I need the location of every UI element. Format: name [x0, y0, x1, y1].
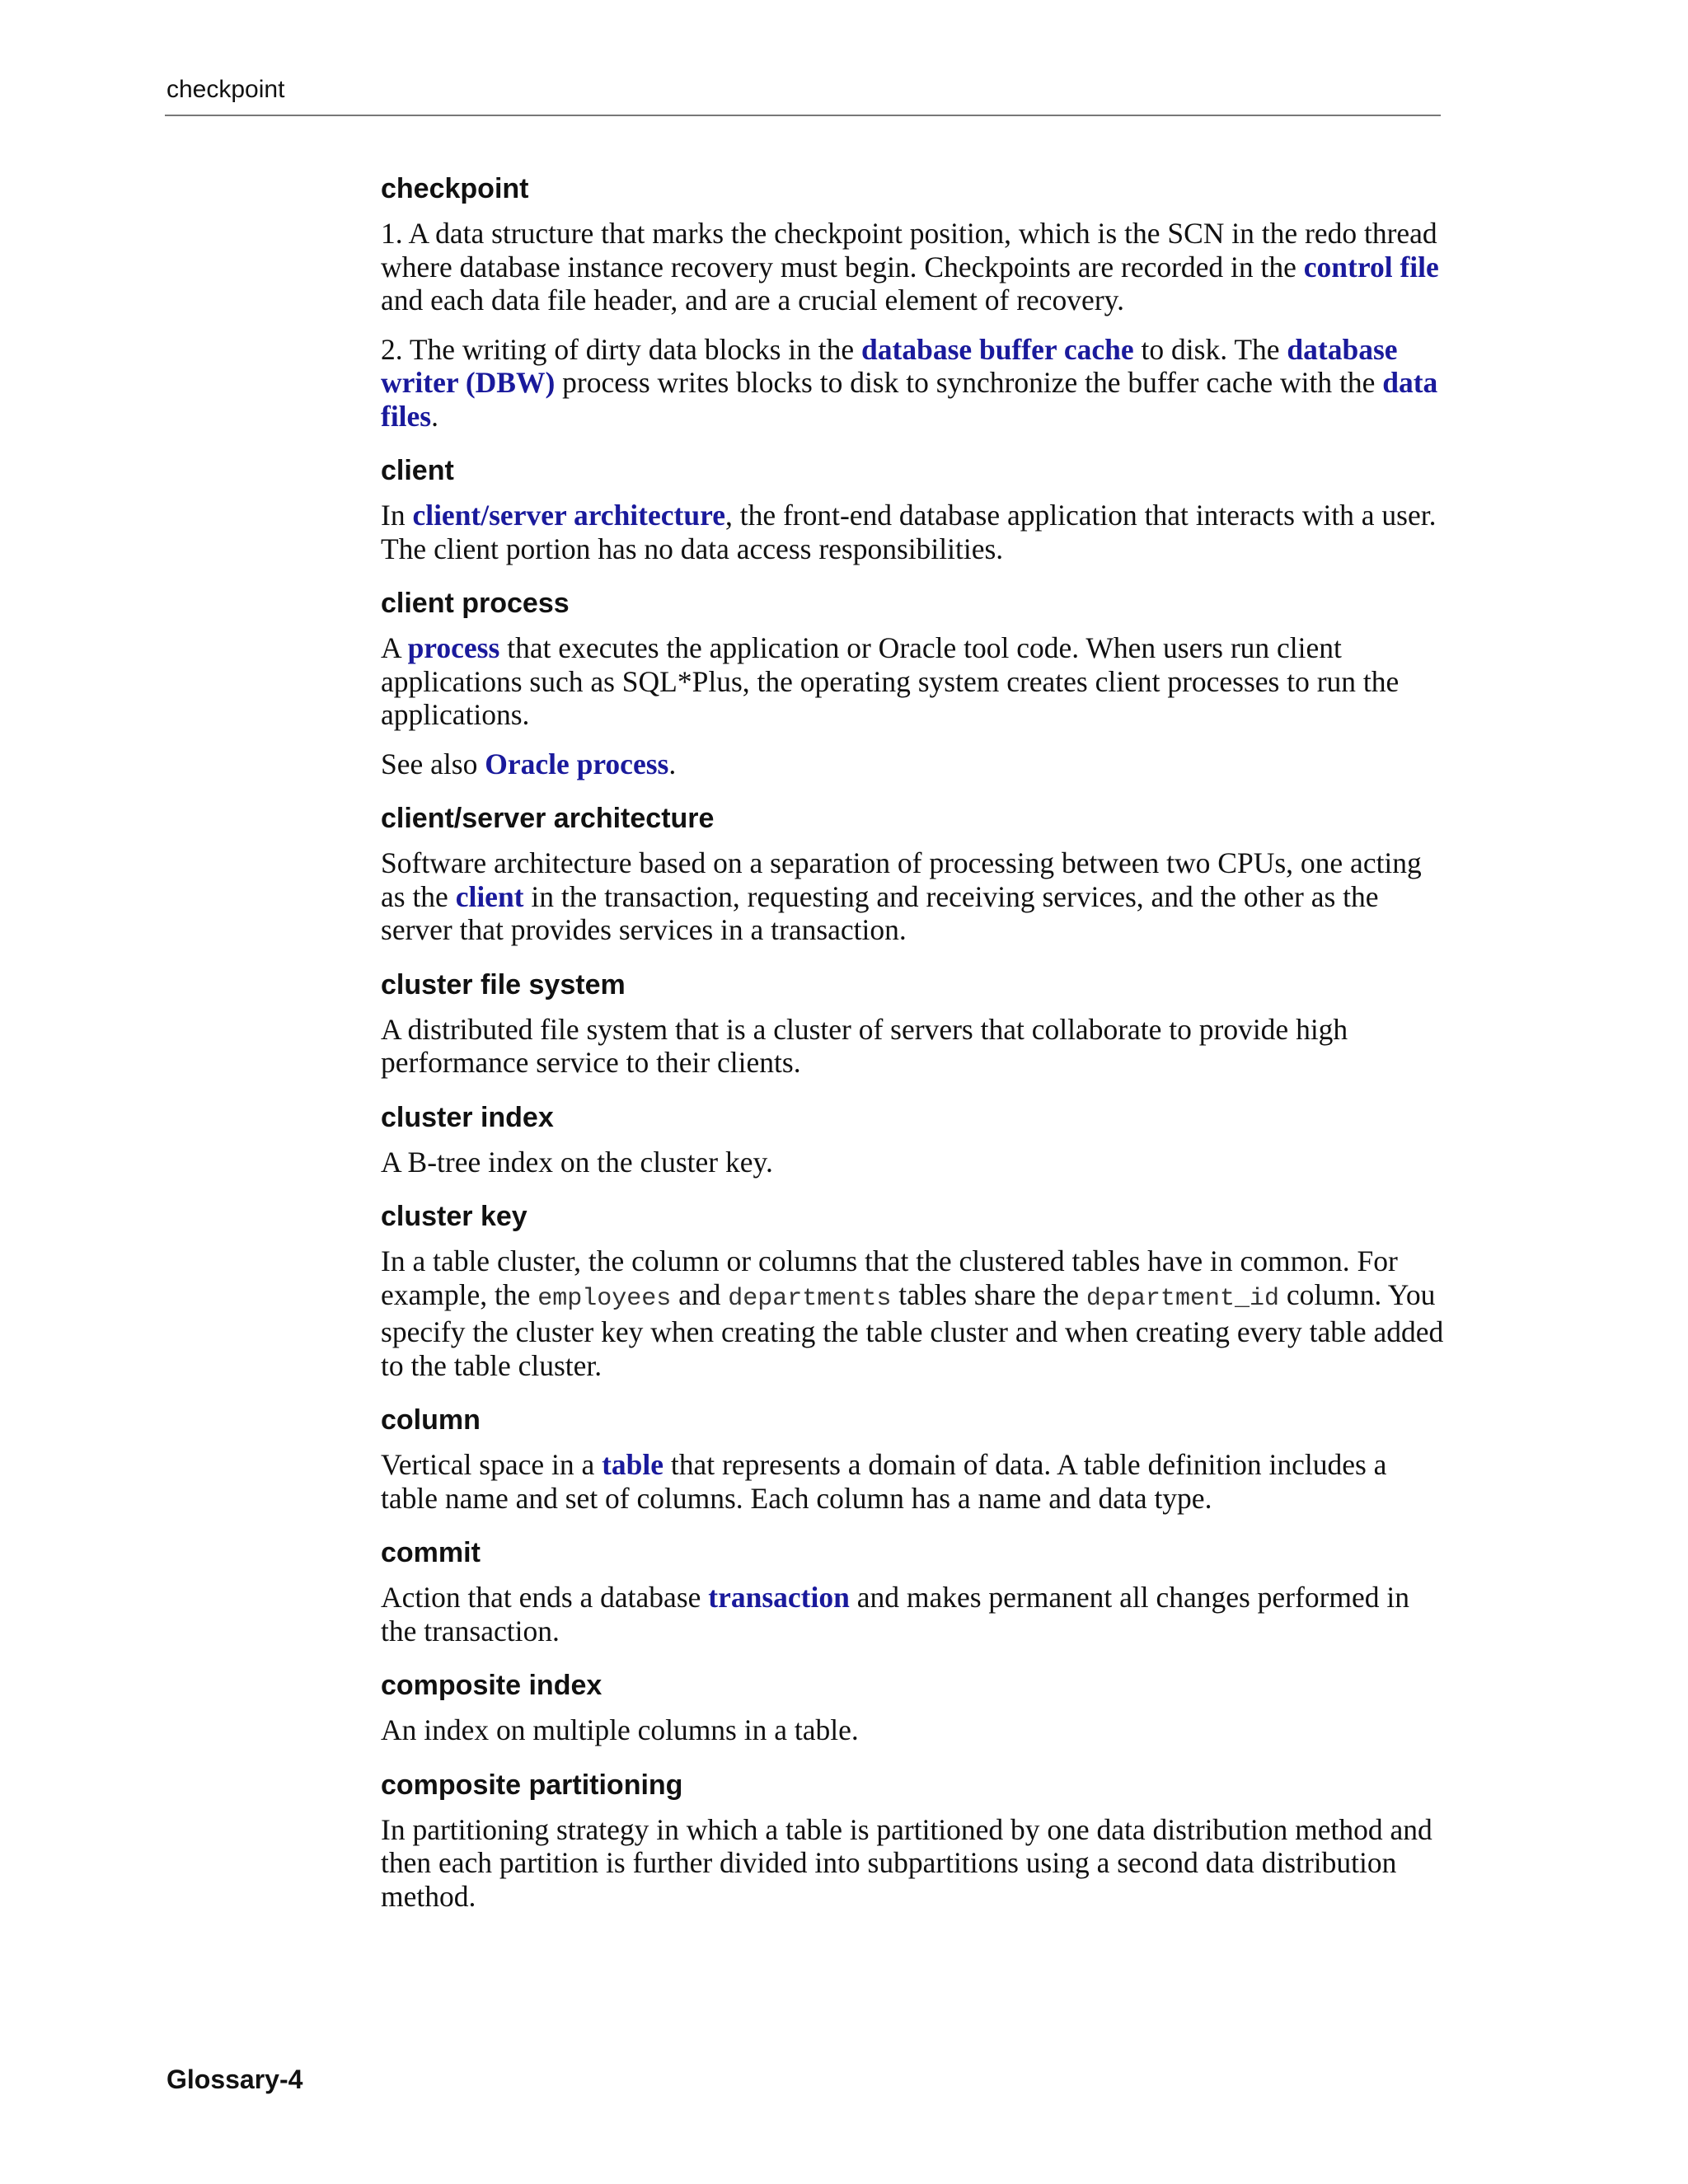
glossary-entry [381, 965, 1444, 1080]
code-term: department_id [1085, 1284, 1279, 1313]
code-term: employees [537, 1284, 672, 1313]
definition-text: . [431, 399, 438, 433]
glossary-term: client/server architecture [381, 803, 715, 834]
glossary-definition [381, 1244, 1444, 1382]
glossary-entry [381, 799, 1444, 947]
glossary-term: cluster key [381, 1201, 528, 1232]
glossary-link[interactable]: client/server architecture [412, 499, 725, 532]
glossary-definition [381, 1146, 1444, 1179]
glossary-entry [381, 1666, 1444, 1747]
glossary-definition [381, 1713, 1444, 1747]
glossary-entry [381, 169, 1444, 433]
definition-text: In [381, 499, 413, 532]
page-number: Glossary-4 [166, 2064, 303, 2094]
glossary-term: client process [381, 588, 570, 619]
definition-text: and [671, 1277, 729, 1311]
definition-text: 2. The writing of dirty data blocks in the [381, 332, 862, 366]
definition-text: 1. A data structure that marks the checkpoint position, which is the SCN in the redo thread where database instance recovery must begin. Checkpoints are recorded in the [381, 217, 1437, 284]
definition-text: column. You specify the cluster key when creating the table cluster and when creating every table added to the table cluster. [381, 1277, 1444, 1382]
glossary-entry [381, 583, 1444, 780]
glossary-definition [381, 1448, 1444, 1515]
glossary-entry [381, 1197, 1444, 1382]
glossary-entry [381, 451, 1444, 565]
definition-text: tables share the [891, 1277, 1086, 1311]
glossary-link[interactable]: Oracle process [485, 747, 669, 780]
definition-text: In partitioning strategy in which a table is partitioned by one data distribution method and then each partition is further divided into subpartitions using a second data distribution method. [381, 1812, 1432, 1913]
definition-text: process writes blocks to disk to synchronize the buffer cache with the [555, 366, 1383, 399]
definition-text: that represents a domain of data. A table definition includes a table name and set of columns. Each column has a name and data type. [381, 1448, 1387, 1515]
glossary-link[interactable]: data files [381, 366, 1438, 433]
glossary-term: cluster file system [381, 968, 626, 1001]
glossary-entry [381, 1400, 1444, 1515]
header-rule [165, 115, 1441, 116]
glossary-link[interactable]: client [455, 879, 524, 913]
definition-text: A distributed file system that is a cluster of servers that collaborate to provide high performance service to their clients. [381, 1012, 1348, 1079]
glossary-link[interactable]: control file [1303, 250, 1439, 284]
glossary-entry [381, 1765, 1444, 1914]
definition-text: to disk. The [1133, 332, 1287, 366]
definition-text: Action that ends a database [381, 1581, 709, 1614]
glossary-definition [381, 846, 1444, 947]
glossary-term: composite partitioning [381, 1769, 683, 1801]
glossary-entry [381, 1533, 1444, 1647]
glossary-definition [381, 1013, 1444, 1080]
definition-text: A B-tree index on the cluster key. [381, 1145, 773, 1179]
glossary-link[interactable]: transaction [708, 1581, 850, 1614]
glossary-link[interactable]: table [602, 1448, 664, 1481]
glossary-entry [381, 1098, 1444, 1179]
glossary-definition [381, 1581, 1444, 1647]
definition-text: Software architecture based on a separation of processing between two CPUs, one acting as the [381, 846, 1422, 913]
glossary-term: client [381, 455, 454, 486]
glossary-link[interactable]: database writer (DBW) [381, 332, 1398, 399]
running-header: checkpoint [166, 76, 285, 103]
definition-text: , the front-end database application that interacts with a user. The client portion has no data access responsibilities. [381, 499, 1437, 565]
definition-text: See also [381, 747, 485, 780]
glossary-entries [381, 169, 1444, 1931]
glossary-definition [381, 499, 1444, 565]
glossary-definition [381, 1813, 1444, 1914]
glossary-term: commit [381, 1537, 481, 1568]
definition-text: and makes permanent all changes performed in the transaction. [381, 1581, 1410, 1647]
definition-text: An index on multiple columns in a table. [381, 1713, 859, 1746]
definition-text: Vertical space in a [381, 1448, 603, 1481]
definition-text: and each data file header, and are a crucial element of recovery. [381, 284, 1124, 316]
glossary-term: composite index [381, 1670, 603, 1701]
code-term: departments [728, 1284, 892, 1313]
glossary-term: cluster index [381, 1101, 554, 1133]
definition-text: that executes the application or Oracle tool code. When users run client applications such as SQL*Plus, the operating system creates client processes to run the applications. [381, 631, 1400, 731]
glossary-link[interactable]: database buffer cache [861, 332, 1134, 366]
definition-text: . [668, 747, 677, 780]
glossary-definition [381, 748, 1444, 781]
glossary-definition [381, 631, 1444, 732]
glossary-link[interactable]: process [407, 631, 500, 664]
glossary-definition [381, 217, 1444, 317]
definition-text: In a table cluster, the column or columns that the clustered tables have in common. For example, the [381, 1244, 1398, 1311]
glossary-term: checkpoint [381, 173, 529, 204]
definition-text: in the transaction, requesting and receiving services, and the other as the server that provides services in a transaction. [381, 879, 1379, 946]
glossary-term: column [381, 1404, 481, 1436]
definition-text: A [381, 631, 408, 664]
glossary-definition [381, 333, 1444, 434]
